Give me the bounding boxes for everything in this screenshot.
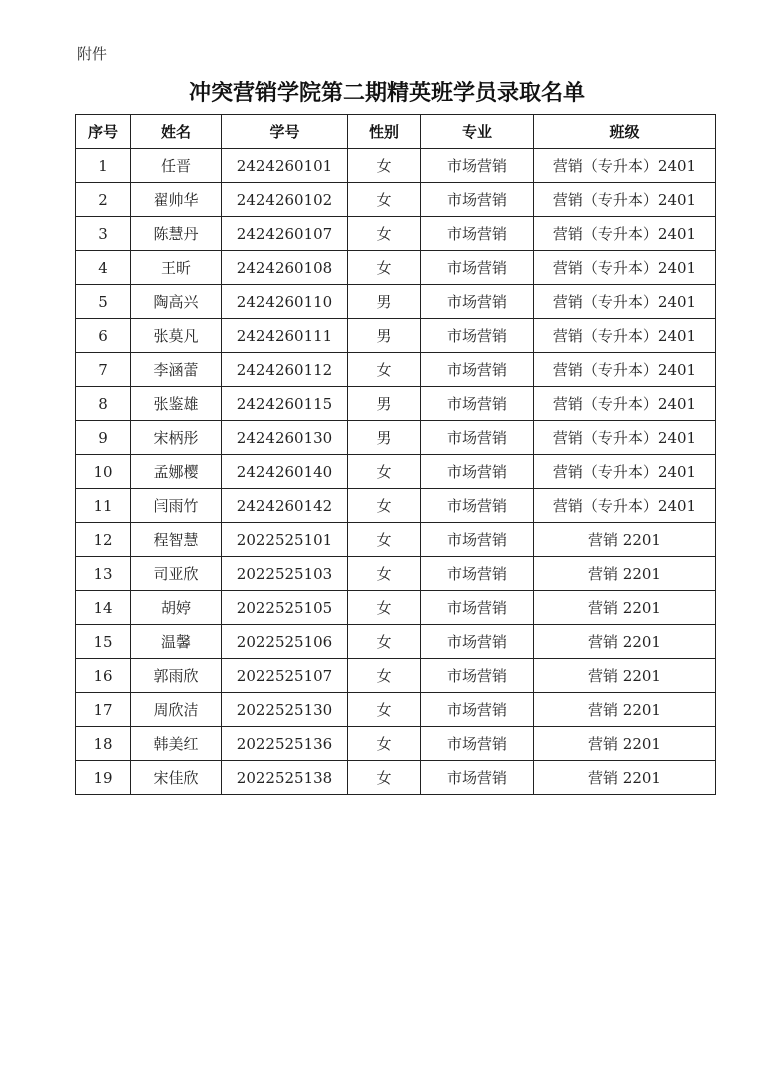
cell-name: 陈慧丹 <box>131 217 222 251</box>
cell-student-id: 2424260101 <box>222 149 348 183</box>
table-body <box>76 149 716 795</box>
header-gender: 性别 <box>348 115 421 149</box>
table-row <box>76 727 716 761</box>
cell-class: 营销（专升本）2401 <box>534 149 716 183</box>
cell-name: 张鉴雄 <box>131 387 222 421</box>
cell-gender: 男 <box>348 387 421 421</box>
cell-gender: 女 <box>348 149 421 183</box>
cell-gender: 女 <box>348 693 421 727</box>
document-title: 冲突营销学院第二期精英班学员录取名单 <box>188 81 585 106</box>
cell-class: 营销（专升本）2401 <box>534 217 716 251</box>
cell-class: 营销 2201 <box>534 625 716 659</box>
cell-gender: 女 <box>348 591 421 625</box>
table-row <box>76 625 716 659</box>
cell-gender: 女 <box>348 251 421 285</box>
cell-serial-number: 17 <box>76 693 131 727</box>
cell-student-id: 2424260112 <box>222 353 348 387</box>
table-row <box>76 387 716 421</box>
cell-class: 营销（专升本）2401 <box>534 183 716 217</box>
cell-major: 市场营销 <box>421 319 534 353</box>
cell-name: 任晋 <box>131 149 222 183</box>
cell-student-id: 2022525105 <box>222 591 348 625</box>
table-row <box>76 285 716 319</box>
cell-gender: 女 <box>348 353 421 387</box>
cell-name: 王昕 <box>131 251 222 285</box>
cell-gender: 女 <box>348 727 421 761</box>
cell-class: 营销 2201 <box>534 727 716 761</box>
table-row <box>76 421 716 455</box>
cell-class: 营销（专升本）2401 <box>534 489 716 523</box>
admission-roster-table <box>75 114 716 795</box>
cell-gender: 女 <box>348 217 421 251</box>
cell-student-id: 2424260110 <box>222 285 348 319</box>
header-name: 姓名 <box>131 115 222 149</box>
cell-class: 营销 2201 <box>534 659 716 693</box>
cell-gender: 女 <box>348 183 421 217</box>
cell-gender: 男 <box>348 421 421 455</box>
table-row <box>76 319 716 353</box>
cell-student-id: 2022525106 <box>222 625 348 659</box>
cell-student-id: 2022525107 <box>222 659 348 693</box>
cell-major: 市场营销 <box>421 523 534 557</box>
cell-gender: 男 <box>348 319 421 353</box>
cell-name: 程智慧 <box>131 523 222 557</box>
table-row <box>76 149 716 183</box>
cell-serial-number: 14 <box>76 591 131 625</box>
cell-major: 市场营销 <box>421 285 534 319</box>
header-serial-number: 序号 <box>76 115 131 149</box>
cell-gender: 女 <box>348 761 421 795</box>
cell-major: 市场营销 <box>421 557 534 591</box>
cell-student-id: 2424260130 <box>222 421 348 455</box>
cell-serial-number: 8 <box>76 387 131 421</box>
header-class: 班级 <box>534 115 716 149</box>
cell-student-id: 2424260115 <box>222 387 348 421</box>
cell-major: 市场营销 <box>421 625 534 659</box>
cell-name: 韩美红 <box>131 727 222 761</box>
cell-class: 营销（专升本）2401 <box>534 455 716 489</box>
cell-name: 宋柄彤 <box>131 421 222 455</box>
cell-serial-number: 5 <box>76 285 131 319</box>
cell-student-id: 2424260108 <box>222 251 348 285</box>
cell-class: 营销 2201 <box>534 591 716 625</box>
cell-major: 市场营销 <box>421 421 534 455</box>
cell-gender: 女 <box>348 557 421 591</box>
cell-name: 张莫凡 <box>131 319 222 353</box>
table-row <box>76 353 716 387</box>
cell-gender: 女 <box>348 523 421 557</box>
table-row <box>76 693 716 727</box>
cell-serial-number: 2 <box>76 183 131 217</box>
cell-name: 孟娜樱 <box>131 455 222 489</box>
cell-class: 营销 2201 <box>534 761 716 795</box>
cell-class: 营销（专升本）2401 <box>534 353 716 387</box>
cell-student-id: 2022525130 <box>222 693 348 727</box>
cell-name: 司亚欣 <box>131 557 222 591</box>
cell-class: 营销（专升本）2401 <box>534 285 716 319</box>
table-row <box>76 659 716 693</box>
annex-label: 附件 <box>77 45 108 63</box>
table-header <box>76 115 716 149</box>
cell-student-id: 2424260140 <box>222 455 348 489</box>
table-row <box>76 761 716 795</box>
cell-serial-number: 12 <box>76 523 131 557</box>
table-row <box>76 523 716 557</box>
cell-name: 周欣洁 <box>131 693 222 727</box>
cell-major: 市场营销 <box>421 353 534 387</box>
table-row <box>76 489 716 523</box>
cell-name: 翟帅华 <box>131 183 222 217</box>
cell-major: 市场营销 <box>421 659 534 693</box>
cell-name: 闫雨竹 <box>131 489 222 523</box>
cell-major: 市场营销 <box>421 149 534 183</box>
header-row <box>76 115 716 149</box>
cell-serial-number: 16 <box>76 659 131 693</box>
cell-name: 陶高兴 <box>131 285 222 319</box>
cell-gender: 女 <box>348 455 421 489</box>
cell-student-id: 2424260142 <box>222 489 348 523</box>
cell-major: 市场营销 <box>421 455 534 489</box>
cell-class: 营销（专升本）2401 <box>534 421 716 455</box>
cell-student-id: 2424260111 <box>222 319 348 353</box>
header-student-id: 学号 <box>222 115 348 149</box>
cell-student-id: 2022525138 <box>222 761 348 795</box>
table-row <box>76 557 716 591</box>
cell-major: 市场营销 <box>421 387 534 421</box>
cell-gender: 女 <box>348 489 421 523</box>
cell-major: 市场营销 <box>421 489 534 523</box>
table-row <box>76 455 716 489</box>
table-row <box>76 591 716 625</box>
cell-serial-number: 15 <box>76 625 131 659</box>
cell-name: 李涵蕾 <box>131 353 222 387</box>
cell-student-id: 2022525103 <box>222 557 348 591</box>
cell-major: 市场营销 <box>421 591 534 625</box>
cell-gender: 女 <box>348 625 421 659</box>
cell-name: 宋佳欣 <box>131 761 222 795</box>
cell-major: 市场营销 <box>421 761 534 795</box>
cell-class: 营销 2201 <box>534 557 716 591</box>
cell-serial-number: 6 <box>76 319 131 353</box>
cell-class: 营销（专升本）2401 <box>534 319 716 353</box>
table-row <box>76 217 716 251</box>
cell-class: 营销 2201 <box>534 523 716 557</box>
cell-serial-number: 18 <box>76 727 131 761</box>
cell-serial-number: 9 <box>76 421 131 455</box>
cell-gender: 男 <box>348 285 421 319</box>
cell-serial-number: 3 <box>76 217 131 251</box>
cell-serial-number: 10 <box>76 455 131 489</box>
cell-class: 营销（专升本）2401 <box>534 387 716 421</box>
cell-class: 营销 2201 <box>534 693 716 727</box>
cell-serial-number: 11 <box>76 489 131 523</box>
cell-major: 市场营销 <box>421 727 534 761</box>
table-row <box>76 183 716 217</box>
cell-gender: 女 <box>348 659 421 693</box>
cell-name: 郭雨欣 <box>131 659 222 693</box>
cell-class: 营销（专升本）2401 <box>534 251 716 285</box>
cell-student-id: 2022525136 <box>222 727 348 761</box>
cell-major: 市场营销 <box>421 183 534 217</box>
cell-major: 市场营销 <box>421 251 534 285</box>
cell-major: 市场营销 <box>421 217 534 251</box>
cell-serial-number: 13 <box>76 557 131 591</box>
cell-serial-number: 7 <box>76 353 131 387</box>
table-row <box>76 251 716 285</box>
cell-student-id: 2424260107 <box>222 217 348 251</box>
cell-serial-number: 1 <box>76 149 131 183</box>
cell-name: 温馨 <box>131 625 222 659</box>
cell-student-id: 2424260102 <box>222 183 348 217</box>
cell-serial-number: 19 <box>76 761 131 795</box>
cell-major: 市场营销 <box>421 693 534 727</box>
header-major: 专业 <box>421 115 534 149</box>
cell-name: 胡婷 <box>131 591 222 625</box>
cell-student-id: 2022525101 <box>222 523 348 557</box>
cell-serial-number: 4 <box>76 251 131 285</box>
